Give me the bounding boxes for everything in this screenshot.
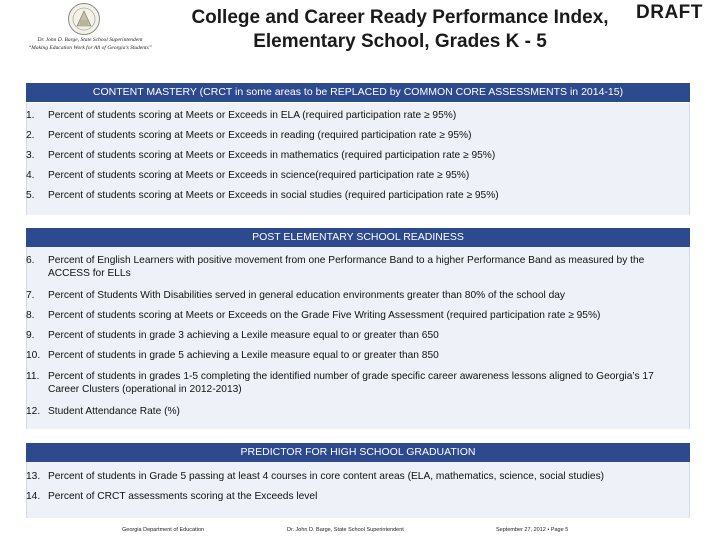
list-item <box>26 290 690 303</box>
section-banner-post-elementary: POST ELEMENTARY SCHOOL READINESS <box>26 228 690 247</box>
draft-label: DRAFT <box>636 2 703 23</box>
item-number: 4. <box>26 170 35 181</box>
superintendent-name: Dr. John D. Barge, State School Superintendent <box>37 37 143 43</box>
superintendent-caption <box>6 37 174 52</box>
item-number: 9. <box>26 330 35 341</box>
item-text: Percent of students scoring at Meets or Exceeds in reading (required participation rate ≥ 95%) <box>48 130 472 141</box>
list-item <box>26 406 690 419</box>
footer-department: Georgia Department of Education <box>122 527 204 533</box>
item-number: 2. <box>26 130 35 141</box>
page-footer <box>0 527 720 537</box>
item-text: Percent of students scoring at Meets or Exceeds in ELA (required participation rate ≥ 95%) <box>48 110 457 121</box>
list-item <box>26 150 690 163</box>
item-text: Percent of students scoring at Meets or Exceeds in mathematics (required participation rate ≥ 95%) <box>48 150 496 161</box>
list-item <box>26 310 690 323</box>
title-line-2: Elementary School, Grades K - 5 <box>253 31 547 52</box>
item-number: 1. <box>26 110 35 121</box>
title-line-1: College and Career Ready Performance Index, <box>191 7 609 28</box>
list-item <box>26 330 690 343</box>
georgia-seal-icon <box>67 2 101 36</box>
item-text: Student Attendance Rate (%) <box>48 406 180 417</box>
list-item <box>26 255 690 280</box>
list-item <box>26 491 690 504</box>
section-banner-predictor: PREDICTOR FOR HIGH SCHOOL GRADUATION <box>26 443 690 462</box>
item-number: 8. <box>26 310 35 321</box>
item-number: 3. <box>26 150 35 161</box>
page-title <box>190 6 610 54</box>
list-item <box>26 350 690 363</box>
item-number: 11. <box>26 371 40 382</box>
item-text: Percent of students in Grade 5 passing at least 4 courses in core content areas (ELA, mathematics, science, social studies) <box>48 471 605 482</box>
list-item <box>26 371 690 396</box>
item-text: Percent of English Learners with positive movement from one Performance Band to a higher Performance Band as measured by the ACCESS for ELLs <box>48 255 645 279</box>
item-number: 10. <box>26 350 41 361</box>
item-text: Percent of students scoring at Meets or Exceeds on the Grade Five Writing Assessment (required participation rate ≥ 95%) <box>48 310 601 321</box>
section-banner-content-mastery: CONTENT MASTERY (CRCT in some areas to be REPLACED by COMMON CORE ASSESSMENTS in 2014-15) <box>26 83 690 102</box>
item-number: 6. <box>26 255 35 266</box>
item-text: Percent of Students With Disabilities served in general education environments greater than 80% of the school day <box>48 290 566 301</box>
item-number: 5. <box>26 190 35 201</box>
list-item <box>26 170 690 183</box>
footer-date-page: September 27, 2012 • Page 5 <box>496 527 569 533</box>
list-item <box>26 130 690 143</box>
motto: “Making Education Work for All of Georgia’s Students” <box>28 44 152 51</box>
item-number: 14. <box>26 491 41 502</box>
footer-superintendent: Dr. John D. Barge, State School Superintendent <box>287 527 404 533</box>
item-text: Percent of CRCT assessments scoring at the Exceeds level <box>48 491 318 502</box>
item-text: Percent of students in grade 3 achieving a Lexile measure equal to or greater than 650 <box>48 330 439 341</box>
item-number: 7. <box>26 290 35 301</box>
item-text: Percent of students in grades 1-5 completing the identified number of grade specific career awareness lessons aligned to Georgia’s 17 Career Clusters (operational in 2012-2013) <box>48 371 654 395</box>
list-item <box>26 190 690 203</box>
item-number: 12. <box>26 406 41 417</box>
list-item <box>26 471 690 484</box>
item-text: Percent of students in grade 5 achieving a Lexile measure equal to or greater than 850 <box>48 350 439 361</box>
item-text: Percent of students scoring at Meets or Exceeds in science(required participation rate ≥ 95%) <box>48 170 470 181</box>
list-item <box>26 110 690 123</box>
item-number: 13. <box>26 471 41 482</box>
item-text: Percent of students scoring at Meets or Exceeds in social studies (required participation rate ≥ 95%) <box>48 190 499 201</box>
